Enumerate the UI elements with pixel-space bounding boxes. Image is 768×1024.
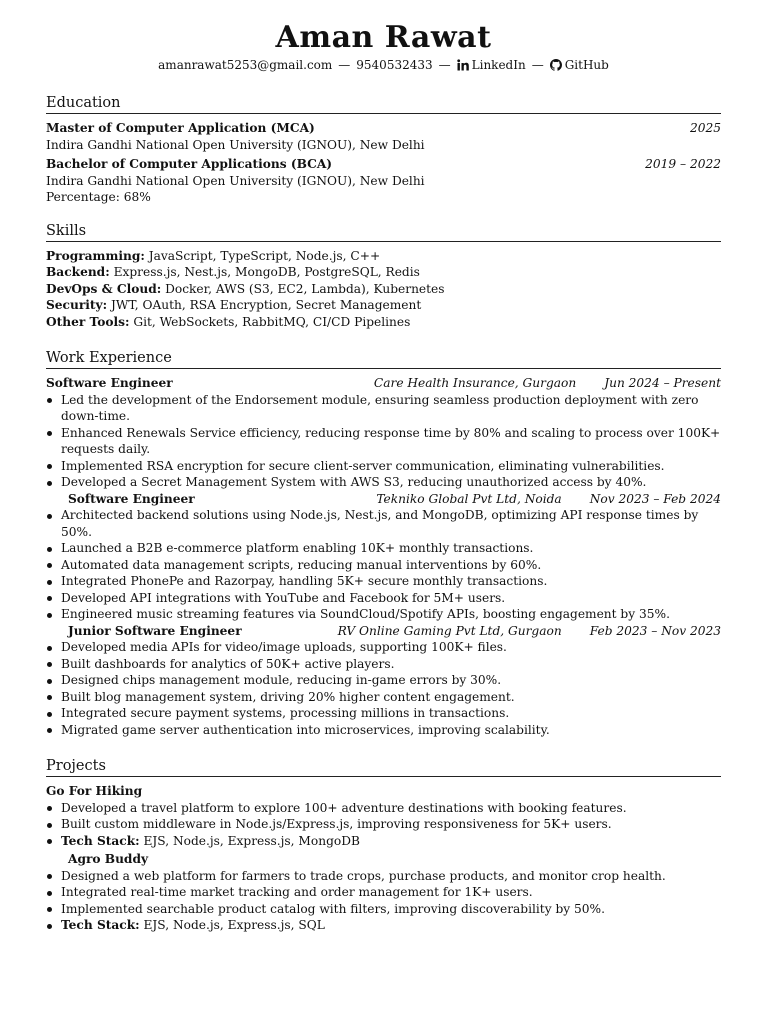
list-item: Enhanced Renewals Service efficiency, reducing response time by 80% and scaling to process over 100K+ requests daily.: [46, 425, 721, 458]
job-company: Tekniko Global Pvt Ltd, Noida: [376, 491, 562, 506]
list-item: Integrated secure payment systems, processing millions in transactions.: [46, 705, 721, 722]
github-label: GitHub: [564, 58, 609, 72]
job-header: [46, 375, 721, 392]
section-title-education: Education: [46, 94, 721, 114]
list-item: Launched a B2B e-commerce platform enabling 10K+ monthly transactions.: [46, 540, 721, 557]
job-bullets: [46, 392, 721, 491]
skill-line: [46, 248, 721, 265]
school: Indira Gandhi National Open University (IGNOU), New Delhi: [46, 173, 425, 188]
school: Indira Gandhi National Open University (IGNOU), New Delhi: [46, 137, 425, 152]
project-name: Go For Hiking: [46, 784, 143, 798]
list-item: Designed chips management module, reducing in-game errors by 30%.: [46, 672, 721, 689]
job-bullets: [46, 507, 721, 623]
linkedin-label: LinkedIn: [471, 58, 526, 72]
skill-value: Express.js, Nest.js, MongoDB, PostgreSQL, Redis: [113, 265, 420, 279]
list-item: Built dashboards for analytics of 50K+ active players.: [46, 656, 721, 673]
section-title-skills: Skills: [46, 222, 721, 242]
list-item: Implemented searchable product catalog with filters, improving discoverability by 50%.: [46, 901, 721, 918]
list-item: Developed a Secret Management System with AWS S3, reducing unauthorized access by 40%.: [46, 474, 721, 491]
skill-value: JWT, OAuth, RSA Encryption, Secret Management: [110, 298, 422, 312]
job-dates: Nov 2023 – Feb 2024: [589, 491, 721, 506]
skill-line: [46, 297, 721, 314]
degree-date: 2019 – 2022: [645, 157, 721, 171]
degree-date: 2025: [689, 121, 721, 135]
list-item: Architected backend solutions using Node.js, Nest.js, and MongoDB, optimizing API response times by 50%.: [46, 507, 721, 540]
skill-value: JavaScript, TypeScript, Node.js, C++: [148, 248, 381, 263]
job-title: Software Engineer: [68, 491, 195, 506]
linkedin-icon: [457, 59, 469, 75]
project-bullets: [46, 868, 721, 934]
job-company: Care Health Insurance, Gurgaon: [373, 376, 577, 390]
list-item: Developed media APIs for video/image uploads, supporting 100K+ files.: [46, 639, 721, 656]
tech-stack-label: Tech Stack:: [61, 918, 140, 932]
contact-line: [46, 57, 721, 75]
list-item: Developed API integrations with YouTube and Facebook for 5M+ users.: [46, 590, 721, 607]
job-entry: [46, 623, 721, 739]
skill-line: [46, 314, 721, 331]
degree: Bachelor of Computer Applications (BCA): [46, 157, 333, 171]
tech-stack: [46, 833, 721, 850]
list-item: Migrated game server authentication into microservices, improving scalability.: [46, 722, 721, 739]
linkedin-link[interactable]: [457, 58, 526, 72]
separator: —: [338, 58, 351, 72]
skill-label: Backend:: [46, 265, 110, 279]
list-item: Built custom middleware in Node.js/Express.js, improving responsiveness for 5K+ users.: [46, 816, 721, 833]
job-entry: [46, 375, 721, 491]
skill-label: DevOps & Cloud:: [46, 281, 162, 296]
skill-label: Security:: [46, 298, 108, 312]
separator: —: [438, 58, 451, 72]
list-item: Led the development of the Endorsement module, ensuring seamless production deployment with zero down-time.: [46, 392, 721, 425]
project-entry: [46, 783, 721, 849]
skill-line: [46, 264, 721, 281]
section-title-projects: Projects: [46, 757, 721, 777]
skill-label: Programming:: [46, 248, 145, 263]
projects-section: [46, 757, 721, 934]
list-item: Integrated real-time market tracking and order management for 1K+ users.: [46, 884, 721, 901]
skill-value: Docker, AWS (S3, EC2, Lambda), Kubernetes: [165, 281, 445, 296]
skill-value: Git, WebSockets, RabbitMQ, CI/CD Pipelines: [133, 314, 411, 329]
list-item: Developed a travel platform to explore 100+ adventure destinations with booking features.: [46, 800, 721, 817]
degree: Master of Computer Application (MCA): [46, 121, 315, 135]
project-name: Agro Buddy: [68, 852, 149, 866]
job-header: [46, 491, 721, 508]
tech-stack-value: EJS, Node.js, Express.js, SQL: [143, 918, 325, 932]
tech-stack-value: EJS, Node.js, Express.js, MongoDB: [143, 833, 360, 848]
list-item: Implemented RSA encryption for secure client-server communication, eliminating vulnerabilities.: [46, 458, 721, 475]
skill-line: [46, 281, 721, 298]
list-item: Automated data management scripts, reducing manual interventions by 60%.: [46, 557, 721, 574]
section-title-experience: Work Experience: [46, 349, 721, 369]
job-dates: Jun 2024 – Present: [604, 376, 721, 390]
github-icon: [550, 59, 562, 75]
list-item: Integrated PhonePe and Razorpay, handling 5K+ secure monthly transactions.: [46, 573, 721, 590]
project-bullets: [46, 800, 721, 850]
education-item: [46, 156, 721, 206]
tech-stack-label: Tech Stack:: [61, 833, 140, 848]
list-item: Designed a web platform for farmers to trade crops, purchase products, and monitor crop health.: [46, 868, 721, 885]
job-company: RV Online Gaming Pvt Ltd, Gurgaon: [337, 623, 562, 638]
project-entry: [46, 851, 721, 934]
education-section: [46, 94, 721, 206]
experience-section: [46, 349, 721, 738]
job-entry: [46, 491, 721, 623]
github-link[interactable]: [550, 58, 609, 72]
skills-section: [46, 222, 721, 331]
candidate-name: Aman Rawat: [275, 20, 492, 55]
job-bullets: [46, 639, 721, 738]
phone-number: 9540532433: [356, 58, 433, 72]
resume-page: [46, 0, 721, 934]
job-title: Software Engineer: [46, 376, 173, 390]
list-item: Built blog management system, driving 20% higher content engagement.: [46, 689, 721, 706]
job-title: Junior Software Engineer: [68, 623, 242, 638]
email-link[interactable]: amanrawat5253@gmail.com: [158, 58, 333, 72]
percentage: Percentage: 68%: [46, 190, 151, 204]
tech-stack: [46, 917, 721, 934]
skill-label: Other Tools:: [46, 314, 130, 329]
job-header: [46, 623, 721, 640]
job-dates: Feb 2023 – Nov 2023: [589, 623, 721, 638]
separator: —: [531, 58, 544, 72]
list-item: Engineered music streaming features via SoundCloud/Spotify APIs, boosting engagement by 35%.: [46, 606, 721, 623]
education-item: [46, 120, 721, 153]
